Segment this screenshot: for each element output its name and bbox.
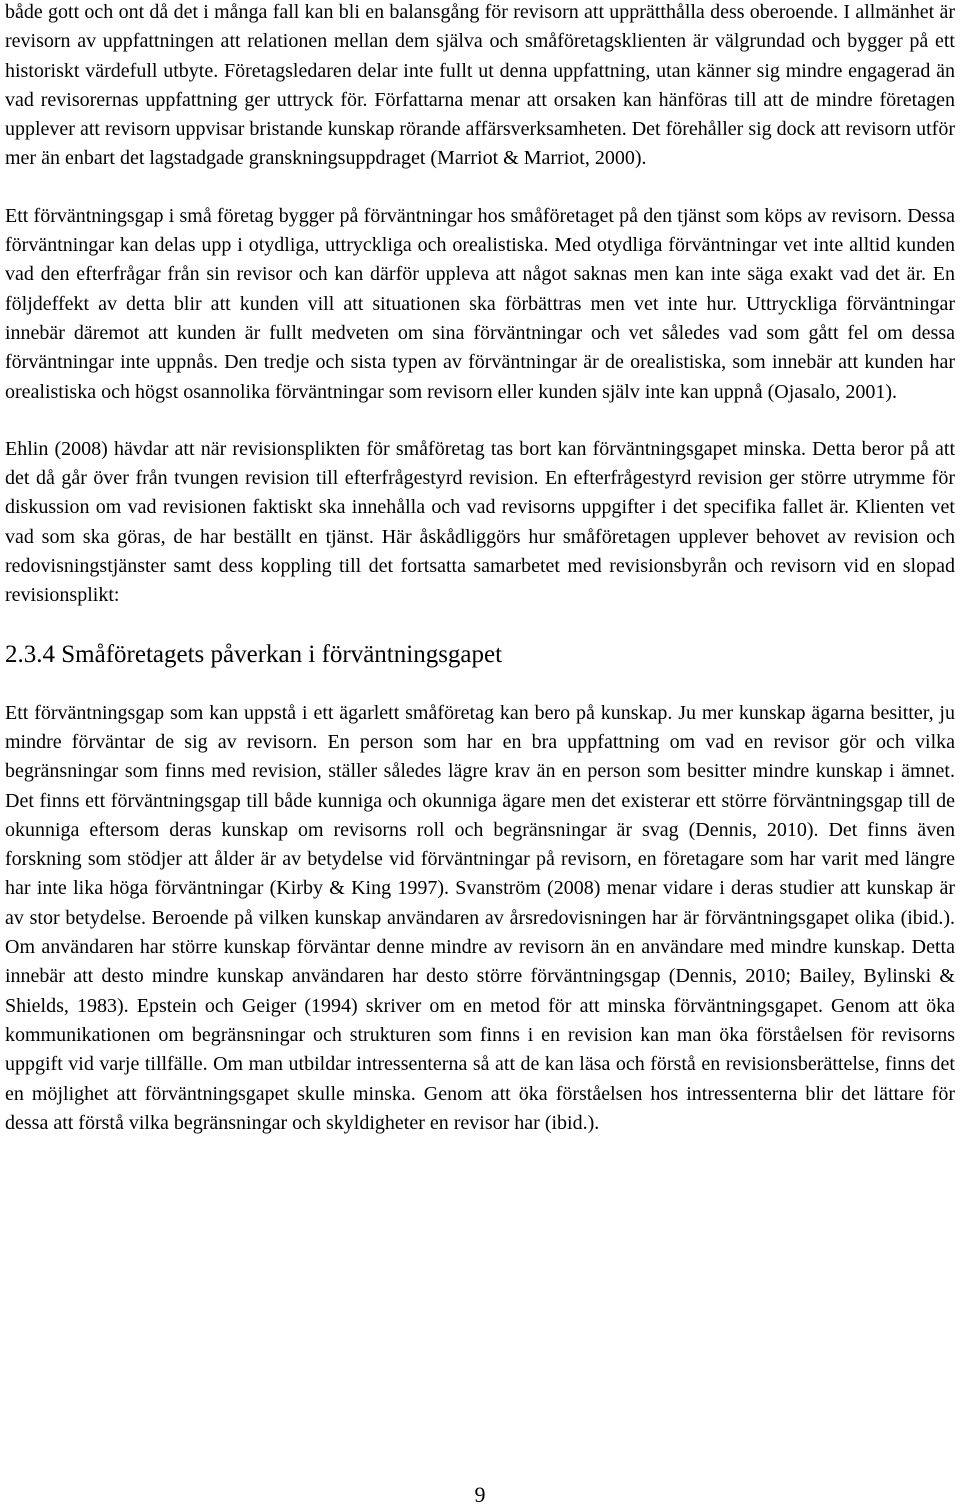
paragraph-ehlin: Ehlin (2008) hävdar att när revisionsplikten för småföretag tas bort kan förväntningsgapet minska. Detta beror på att det då går över från tvungen revision till efterfrågestyrd revision. En efterfrågestyrd revision ger större utrymme för diskussion om vad revisionen faktiskt ska innehålla och vad revisorns uppgifter i det specifika fallet är. Klienten vet vad som ska göras, de har beställt en tjänst. Här åskådliggörs hur småföretagen upplever behovet av revision och redovisningstjänster samt dess koppling till det fortsatta samarbetet med revisionsbyrån och revisorn vid en slopad revisionsplikt:: [5, 437, 955, 607]
page-number: 9: [474, 1482, 486, 1507]
paragraph-independence: både gott och ont då det i många fall kan bli en balansgång för revisorn att upprätthålla dess oberoende. I allmänhet är revisorn av uppfattningen att relationen mellan dem själva och småföretagsklienten är välgrundad och bygger på ett historiskt värdefull utbyte. Företagsledaren delar inte fullt ut denna uppfattning, utan känner sig mindre engagerad än vad revisorernas uppfattning ger uttryck för. Författarna menar att orsaken kan hänföras till att de mindre företagen upplever att revisorn uppvisar bristande kunskap rörande affärsverksamheten. Det förehåller sig dock att revisorn utför mer än enbart det lagstadgade granskningsuppdraget (Marriot & Marriot, 2000).: [5, 1, 955, 170]
section-heading: 2.3.4 Småföretagets påverkan i förväntningsgapet: [5, 640, 503, 668]
paragraph-knowledge: Ett förväntningsgap som kan uppstå i ett ägarlett småföretag kan bero på kunskap. Ju mer kunskap ägarna besitter, ju mindre förväntar de sig av revisorn. En person som har en bra uppfattning om vad en revisor gör och vilka begränsningar som finns med revision, ställer således lägre krav än en person som besitter mindre kunskap i ämnet. Det finns ett förväntningsgap till både kunniga och okunniga ägare men det existerar ett större förväntningsgap till de okunniga eftersom deras kunskap om revisorns roll och begränsningar är svag (Dennis, 2010). Det finns även forskning som stödjer att ålder är av betydelse vid förväntningar på revisorn, en företagare som har varit med längre har inte lika höga förväntningar (Kirby & King 1997). Svanström (2008) menar vidare i deras studier att kunskap är av stor betydelse. Beroende på vilken kunskap användaren av årsredovisningen har är förväntningsgapet olika (ibid.). Om användaren har större kunskap förväntar denne mindre av revisorn än en användare med mindre kunskap. Detta innebär att desto mindre kunskap användaren har desto större förväntningsgap (Dennis, 2010; Bailey, Bylinski & Shields, 1983). Epstein och Geiger (1994) skriver om en metod för att minska förväntningsgapet. Genom att öka kommunikationen om begränsningar och strukturen som finns i en revision kan man öka förståelsen för revisorns uppgift vid varje tillfälle. Om man utbildar intressenterna så att de kan läsa och förstå en revisionsberättelse, finns det en möjlighet att förväntningsgapet skulle minska. Genom att öka förståelsen hos intressenterna blir det lättare för dessa att förstå vilka begränsningar och skyldigheter en revisor har (ibid.).: [5, 701, 955, 1134]
paragraph-expectation-types: Ett förväntningsgap i små företag bygger på förväntningar hos småföretaget på den tjänst som köps av revisorn. Dessa förväntningar kan delas upp i otydliga, uttryckliga och orealistiska. Med otydliga förväntningar vet inte alltid kunden vad den efterfrågar från sin revisor och kan därför uppleva att något saknas men kan inte säga exakt vad det är. En följdeffekt av detta blir att kunden vill att situationen ska förbättras men vet inte hur. Uttryckliga förväntningar innebär däremot att kunden är fullt medveten om sina förväntningar och vet således vad som gått fel om dessa förväntningar inte uppnås. Den tredje och sista typen av förväntningar är de orealistiska, som innebär att kunden har orealistiska och högst osannolika förväntningar som revisorn eller kunden själv inte kan uppnå (Ojasalo, 2001).: [5, 204, 955, 403]
document-page: [5, 0, 955, 1138]
